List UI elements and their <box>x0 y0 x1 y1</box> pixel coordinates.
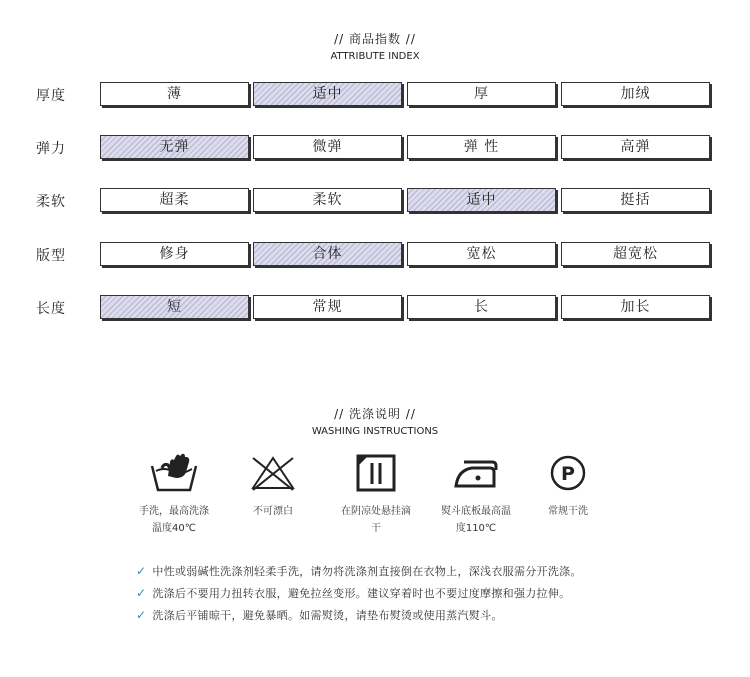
washing-label-line2: 干 <box>371 523 381 534</box>
check-icon: ✓ <box>136 564 147 578</box>
washing-label-line1: 常规干洗 <box>548 506 588 517</box>
care-note <box>136 563 582 579</box>
washing-label <box>326 503 426 537</box>
washing-instructions-title <box>0 405 750 437</box>
check-icon: ✓ <box>136 608 147 622</box>
shade-drip-dry-icon <box>352 452 400 494</box>
washing-label-line1: 在阴凉处悬挂滴 <box>341 506 411 517</box>
washing-label <box>124 503 224 537</box>
iron-110-icon <box>452 452 500 494</box>
care-note-text: 中性或弱碱性洗涤剂轻柔手洗，请勿将洗涤剂直接倒在衣物上，深浅衣服需分开洗涤。 <box>152 565 582 578</box>
svg-text:P: P <box>561 463 575 485</box>
attribute-row <box>0 188 750 214</box>
attribute-option-selected: 适中 <box>407 188 556 212</box>
care-note-text: 洗涤后平铺晾干，避免暴晒。如需熨烫，请垫布熨烫或使用蒸汽熨斗。 <box>152 609 503 622</box>
attribute-row <box>0 242 750 268</box>
attribute-option: 薄 <box>100 82 249 106</box>
hand-wash-icon <box>150 452 198 494</box>
attribute-label: 弹力 <box>36 141 66 157</box>
attribute-option: 宽松 <box>407 242 556 266</box>
attribute-option: 修身 <box>100 242 249 266</box>
attribute-label: 柔软 <box>36 194 66 210</box>
washing-label-line1: 手洗，最高洗涤 <box>139 506 209 517</box>
attribute-row <box>0 82 750 108</box>
attribute-option: 柔软 <box>253 188 402 212</box>
attribute-option: 弹 性 <box>407 135 556 159</box>
attribute-label: 长度 <box>36 301 66 317</box>
care-note-text: 洗涤后不要用力扭转衣服，避免拉丝变形。建议穿着时也不要过度摩擦和强力拉伸。 <box>152 587 571 600</box>
attribute-option: 高弹 <box>561 135 710 159</box>
attribute-option-selected: 无弹 <box>100 135 249 159</box>
washing-title-cn: // 洗涤说明 // <box>334 407 416 421</box>
attribute-option: 常规 <box>253 295 402 319</box>
attribute-option: 挺括 <box>561 188 710 212</box>
attribute-index-title <box>0 30 750 62</box>
attribute-option: 长 <box>407 295 556 319</box>
washing-label-line2: 温度40℃ <box>152 523 196 534</box>
attribute-option-selected: 合体 <box>253 242 402 266</box>
washing-label <box>223 503 323 520</box>
washing-label-line1: 不可漂白 <box>253 506 293 517</box>
attribute-option: 微弹 <box>253 135 402 159</box>
care-note <box>136 607 503 623</box>
washing-label-line1: 熨斗底板最高温 <box>441 506 511 517</box>
washing-label-line2: 度110℃ <box>455 523 497 534</box>
attribute-option: 加长 <box>561 295 710 319</box>
check-icon: ✓ <box>136 586 147 600</box>
care-note <box>136 585 570 601</box>
attribute-title-cn: // 商品指数 // <box>334 32 416 46</box>
dry-clean-p-icon <box>544 452 592 494</box>
attribute-row <box>0 295 750 321</box>
washing-title-en: WASHING INSTRUCTIONS <box>311 426 439 437</box>
attribute-option: 加绒 <box>561 82 710 106</box>
attribute-row <box>0 135 750 161</box>
attribute-option-selected: 适中 <box>253 82 402 106</box>
attribute-title-en: ATTRIBUTE INDEX <box>330 51 420 62</box>
attribute-label: 版型 <box>36 248 66 264</box>
attribute-option-selected: 短 <box>100 295 249 319</box>
washing-label <box>518 503 618 520</box>
attribute-option: 厚 <box>407 82 556 106</box>
attribute-label: 厚度 <box>36 88 66 104</box>
attribute-option: 超柔 <box>100 188 249 212</box>
no-bleach-icon <box>249 452 297 494</box>
washing-label <box>426 503 526 537</box>
attribute-option: 超宽松 <box>561 242 710 266</box>
